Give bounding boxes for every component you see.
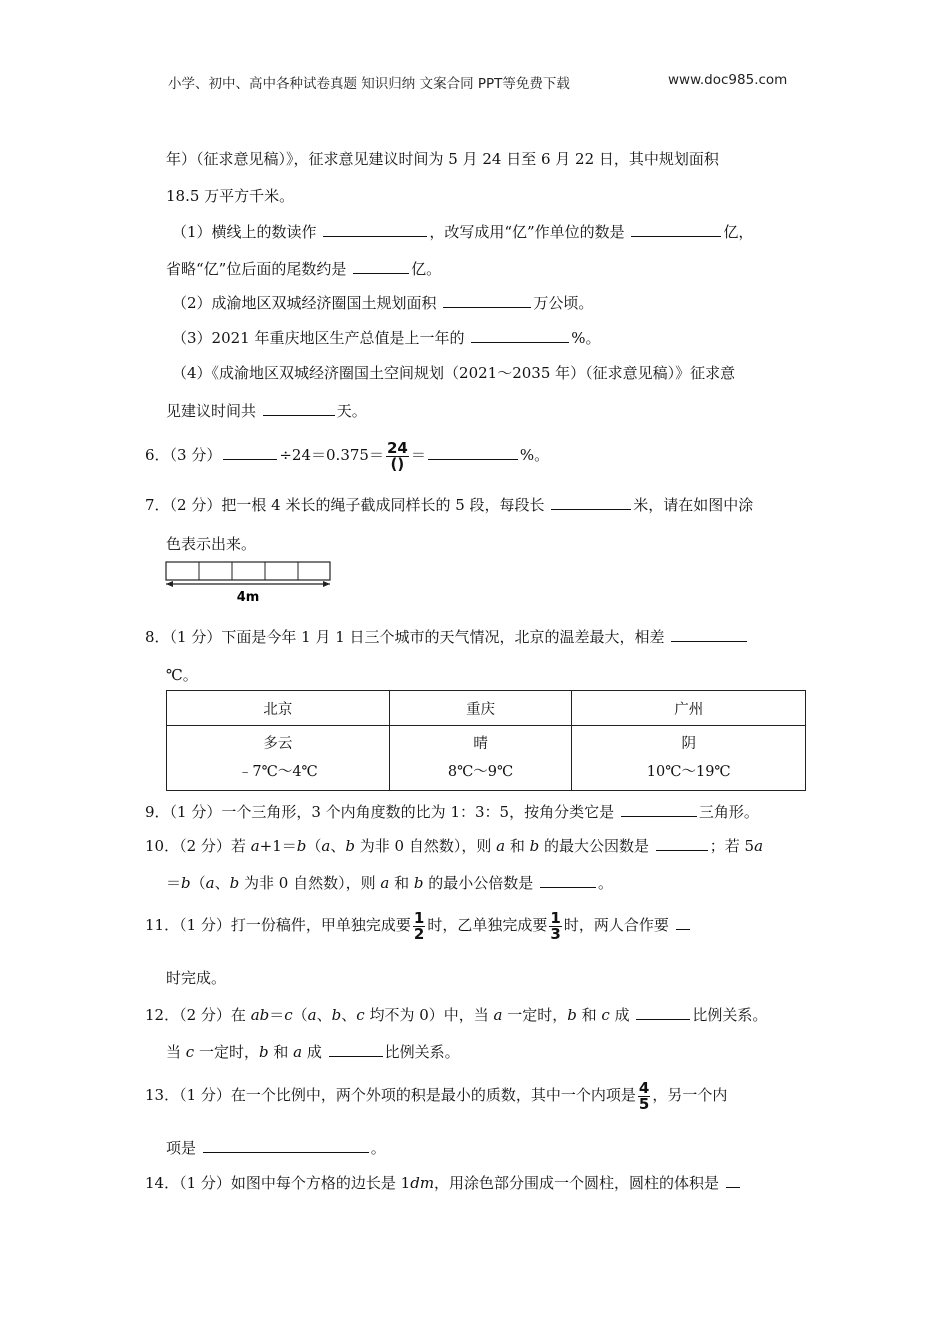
answer-blank[interactable] [551,495,631,510]
q8-text: （1 分）下面是今年 1 月 1 日三个城市的天气情况，北京的温差最大，相差 [169,628,670,646]
var-ab: ab [250,1006,270,1024]
q12-text: ＝ [269,1006,285,1024]
q10-text: 。 [598,874,614,892]
q10-text: 的最小公倍数是 [423,874,538,892]
var-c: c [185,1043,195,1061]
var-a: a [754,837,764,855]
answer-blank[interactable] [329,1042,383,1057]
q11-text: 时，乙单独完成要 [427,916,548,934]
var-c: c [284,1006,293,1024]
fraction [549,908,561,943]
question-13-cont [166,1137,386,1158]
header-url: www.doc985.com [668,72,788,88]
question-12-cont [166,1041,460,1062]
question-10-cont [166,872,613,893]
q10-text: ＝ [166,874,182,892]
q10-text: （2 分）若 [179,837,251,855]
q5-part1-text5: 亿。 [411,260,442,278]
answer-blank[interactable] [203,1138,369,1153]
q10-text: 为非 0 自然数），则 [239,874,381,892]
q5-line1: 年）（征求意见稿）》，征求意见建议时间为 5 月 24 日至 6 月 22 日，其中规划面积 [166,150,719,168]
q10-text: ；若 5 [709,837,755,855]
question-number: 7． [145,496,170,514]
answer-blank[interactable] [636,1005,690,1020]
q14-text: ，用涂色部分围成一个圆柱，圆柱的体积是 [434,1174,724,1192]
question-number: 6． [145,446,170,464]
q13-text: 。 [370,1139,386,1157]
q6-text: ÷24＝0.375＝ [279,446,384,464]
answer-blank[interactable] [671,627,747,642]
question-12 [145,1004,767,1025]
question-number: 12． [145,1006,180,1024]
city-beijing: 北京 [167,691,390,726]
question-10 [145,835,763,856]
fraction-numerator: 1 [413,908,425,927]
q12-text: 一定时， [194,1043,259,1061]
arrow-left-icon [166,581,173,587]
q12-text: 当 [166,1043,186,1061]
q13-text: ，另一个内 [652,1086,728,1104]
var-a: a [380,874,390,892]
fraction-numerator: 1 [550,908,561,927]
answer-blank[interactable] [223,445,277,460]
unit: dm [410,1174,435,1192]
rope-diagram [164,561,334,605]
page-header [168,72,570,92]
rope-bar [166,562,330,580]
q5-part1-text3: 亿， [723,223,754,241]
q10-text: （ [190,874,206,892]
fraction [638,1078,650,1113]
city-chongqing: 重庆 [389,691,572,726]
var-a: a [307,1006,317,1024]
var-a: a [496,837,506,855]
var-b: b [229,874,240,892]
fraction-denominator: 5 [638,1094,650,1113]
q5-part1-text2: ，改写成用“亿”作单位的数是 [429,223,630,241]
weather-table [166,690,806,791]
var-c: c [601,1006,610,1024]
weather-condition: 多云 [263,736,293,752]
q7-line2: 色表示出来。 [166,535,257,553]
q5-part4-cont [166,400,367,421]
temperature-range: 8℃～9℃ [447,764,514,780]
fraction [413,908,425,943]
question-6 [145,438,549,472]
question-9 [145,801,759,822]
var-a: a [250,837,260,855]
chongqing-weather [389,726,572,791]
question-number: 14． [145,1174,180,1192]
var-b: b [331,1006,342,1024]
question-number: 10． [145,837,180,855]
q12-text: 比例关系。 [384,1043,460,1061]
score: （3 分） [169,446,222,464]
answer-blank[interactable] [540,873,596,888]
var-b: b [258,1043,269,1061]
q6-text2: ＝ [410,446,426,464]
var-b: b [345,837,355,855]
question-11-cont: 时完成。 [166,969,227,987]
header-text: 小学、初中、高中各种试卷真题 知识归纳 文案合同 PPT等免费下载 [168,76,570,92]
q5-part3-text2: %。 [571,329,601,347]
answer-blank[interactable] [353,259,409,274]
q14-text: （1 分）如图中每个方格的边长是 1 [179,1174,411,1192]
answer-blank[interactable] [428,445,518,460]
q10-text: 、 [214,874,230,892]
q10-text: （ [306,837,322,855]
q9-text2: 三角形。 [698,803,759,821]
q12-text: 一定时， [502,1006,568,1024]
question-13 [145,1075,727,1115]
q5-part3 [172,327,601,348]
q5-part4-text2: 天。 [336,402,367,420]
q5-part1-cont [166,258,441,279]
q6-text3: %。 [519,446,550,464]
temperature-range: 10℃～19℃ [646,764,731,780]
q12-text: 比例关系。 [692,1006,768,1024]
q5-part2-text: （2）成渝地区双城经济圈国土规划面积 [172,294,442,312]
question-8 [145,626,749,647]
answer-blank[interactable] [656,836,708,851]
q12-text: （ [292,1006,308,1024]
q13-text: 项是 [166,1139,201,1157]
q12-text: 成 [302,1043,327,1061]
question-number: 11． [145,916,180,934]
q12-text: 和 [268,1043,294,1061]
q9-text: （1 分）一个三角形，3 个内角度数的比为 1：3：5，按角分类它是 [169,803,619,821]
fraction-denominator: 3 [550,924,561,943]
question-11 [145,905,692,945]
answer-blank[interactable] [631,222,721,237]
q11-text: （1 分）打一份稿件，甲单独完成要 [179,916,411,934]
fraction-denominator: 2 [413,924,425,943]
question-7 [145,494,753,515]
var-b: b [296,837,307,855]
answer-blank[interactable] [263,401,335,416]
answer-blank[interactable] [443,293,531,308]
q5-part2-text2: 万公顷。 [533,294,594,312]
weather-condition: 阴 [681,736,696,752]
weather-condition: 晴 [473,736,488,752]
fraction-numerator: 24 [386,438,408,457]
var-b: b [413,874,424,892]
var-b: b [181,874,191,892]
q13-text: （1 分）在一个比例中，两个外项的积是最小的质数，其中一个内项是 [179,1086,636,1104]
q5-part3-text: （3）2021 年重庆地区生产总值是上一年的 [172,329,470,347]
var-a: a [321,837,331,855]
var-a: a [205,874,215,892]
q11-text: 时，两人合作要 [563,916,674,934]
q10-text: 的最大公因数是 [539,837,654,855]
var-a: a [293,1043,303,1061]
question-number: 9． [145,803,170,821]
q12-text: 和 [576,1006,602,1024]
answer-blank[interactable] [726,1173,740,1188]
q10-text: 、 [330,837,346,855]
beijing-weather [167,726,390,791]
fraction [386,438,409,473]
q7-text: （2 分）把一根 4 米长的绳子截成同样长的 5 段，每段长 [169,496,550,514]
q5-line2: 18.5 万平方千米。 [166,187,295,205]
q12-text: （2 分）在 [179,1006,251,1024]
q12-text: 均不为 0）中，当 [364,1006,494,1024]
var-b: b [567,1006,577,1024]
question-number: 13． [145,1086,180,1104]
q5-part1-text: （1）横线上的数读作 [172,223,322,241]
q12-text: 成 [609,1006,635,1024]
temperature-range: ﹣7℃～4℃ [237,764,318,780]
q10-text: 和 [505,837,530,855]
q10-text: 为非 0 自然数），则 [354,837,497,855]
rope-label: 4m [236,590,260,605]
q10-text: +1＝ [259,837,297,855]
var-c: c [356,1006,365,1024]
answer-blank[interactable] [621,802,697,817]
q7-text2: 米，请在如图中涂 [633,496,754,514]
arrow-right-icon [323,581,330,587]
q5-part4-text: 见建议时间共 [166,402,261,420]
q10-text: 和 [389,874,414,892]
q12-text: 、 [316,1006,332,1024]
q5-part2 [172,292,593,313]
fraction-numerator: 4 [638,1078,650,1097]
question-number: 8． [145,628,170,646]
answer-blank[interactable] [323,222,427,237]
q5-part1-text4: 省略“亿”位后面的尾数约是 [166,260,352,278]
guangzhou-weather [572,726,806,791]
var-b: b [529,837,540,855]
fraction-denominator[interactable]: () [386,456,409,472]
q5-part4: （4）《成渝地区双城经济圈国土空间规划（2021～2035 年）（征求意见稿）》征求意 [172,364,736,382]
q12-text: 、 [341,1006,357,1024]
answer-blank[interactable] [676,915,690,930]
var-a: a [493,1006,503,1024]
city-guangzhou: 广州 [572,691,806,726]
q5-part1 [172,221,753,242]
q8-line2: ℃。 [166,666,198,684]
answer-blank[interactable] [471,328,569,343]
question-14 [145,1172,742,1193]
